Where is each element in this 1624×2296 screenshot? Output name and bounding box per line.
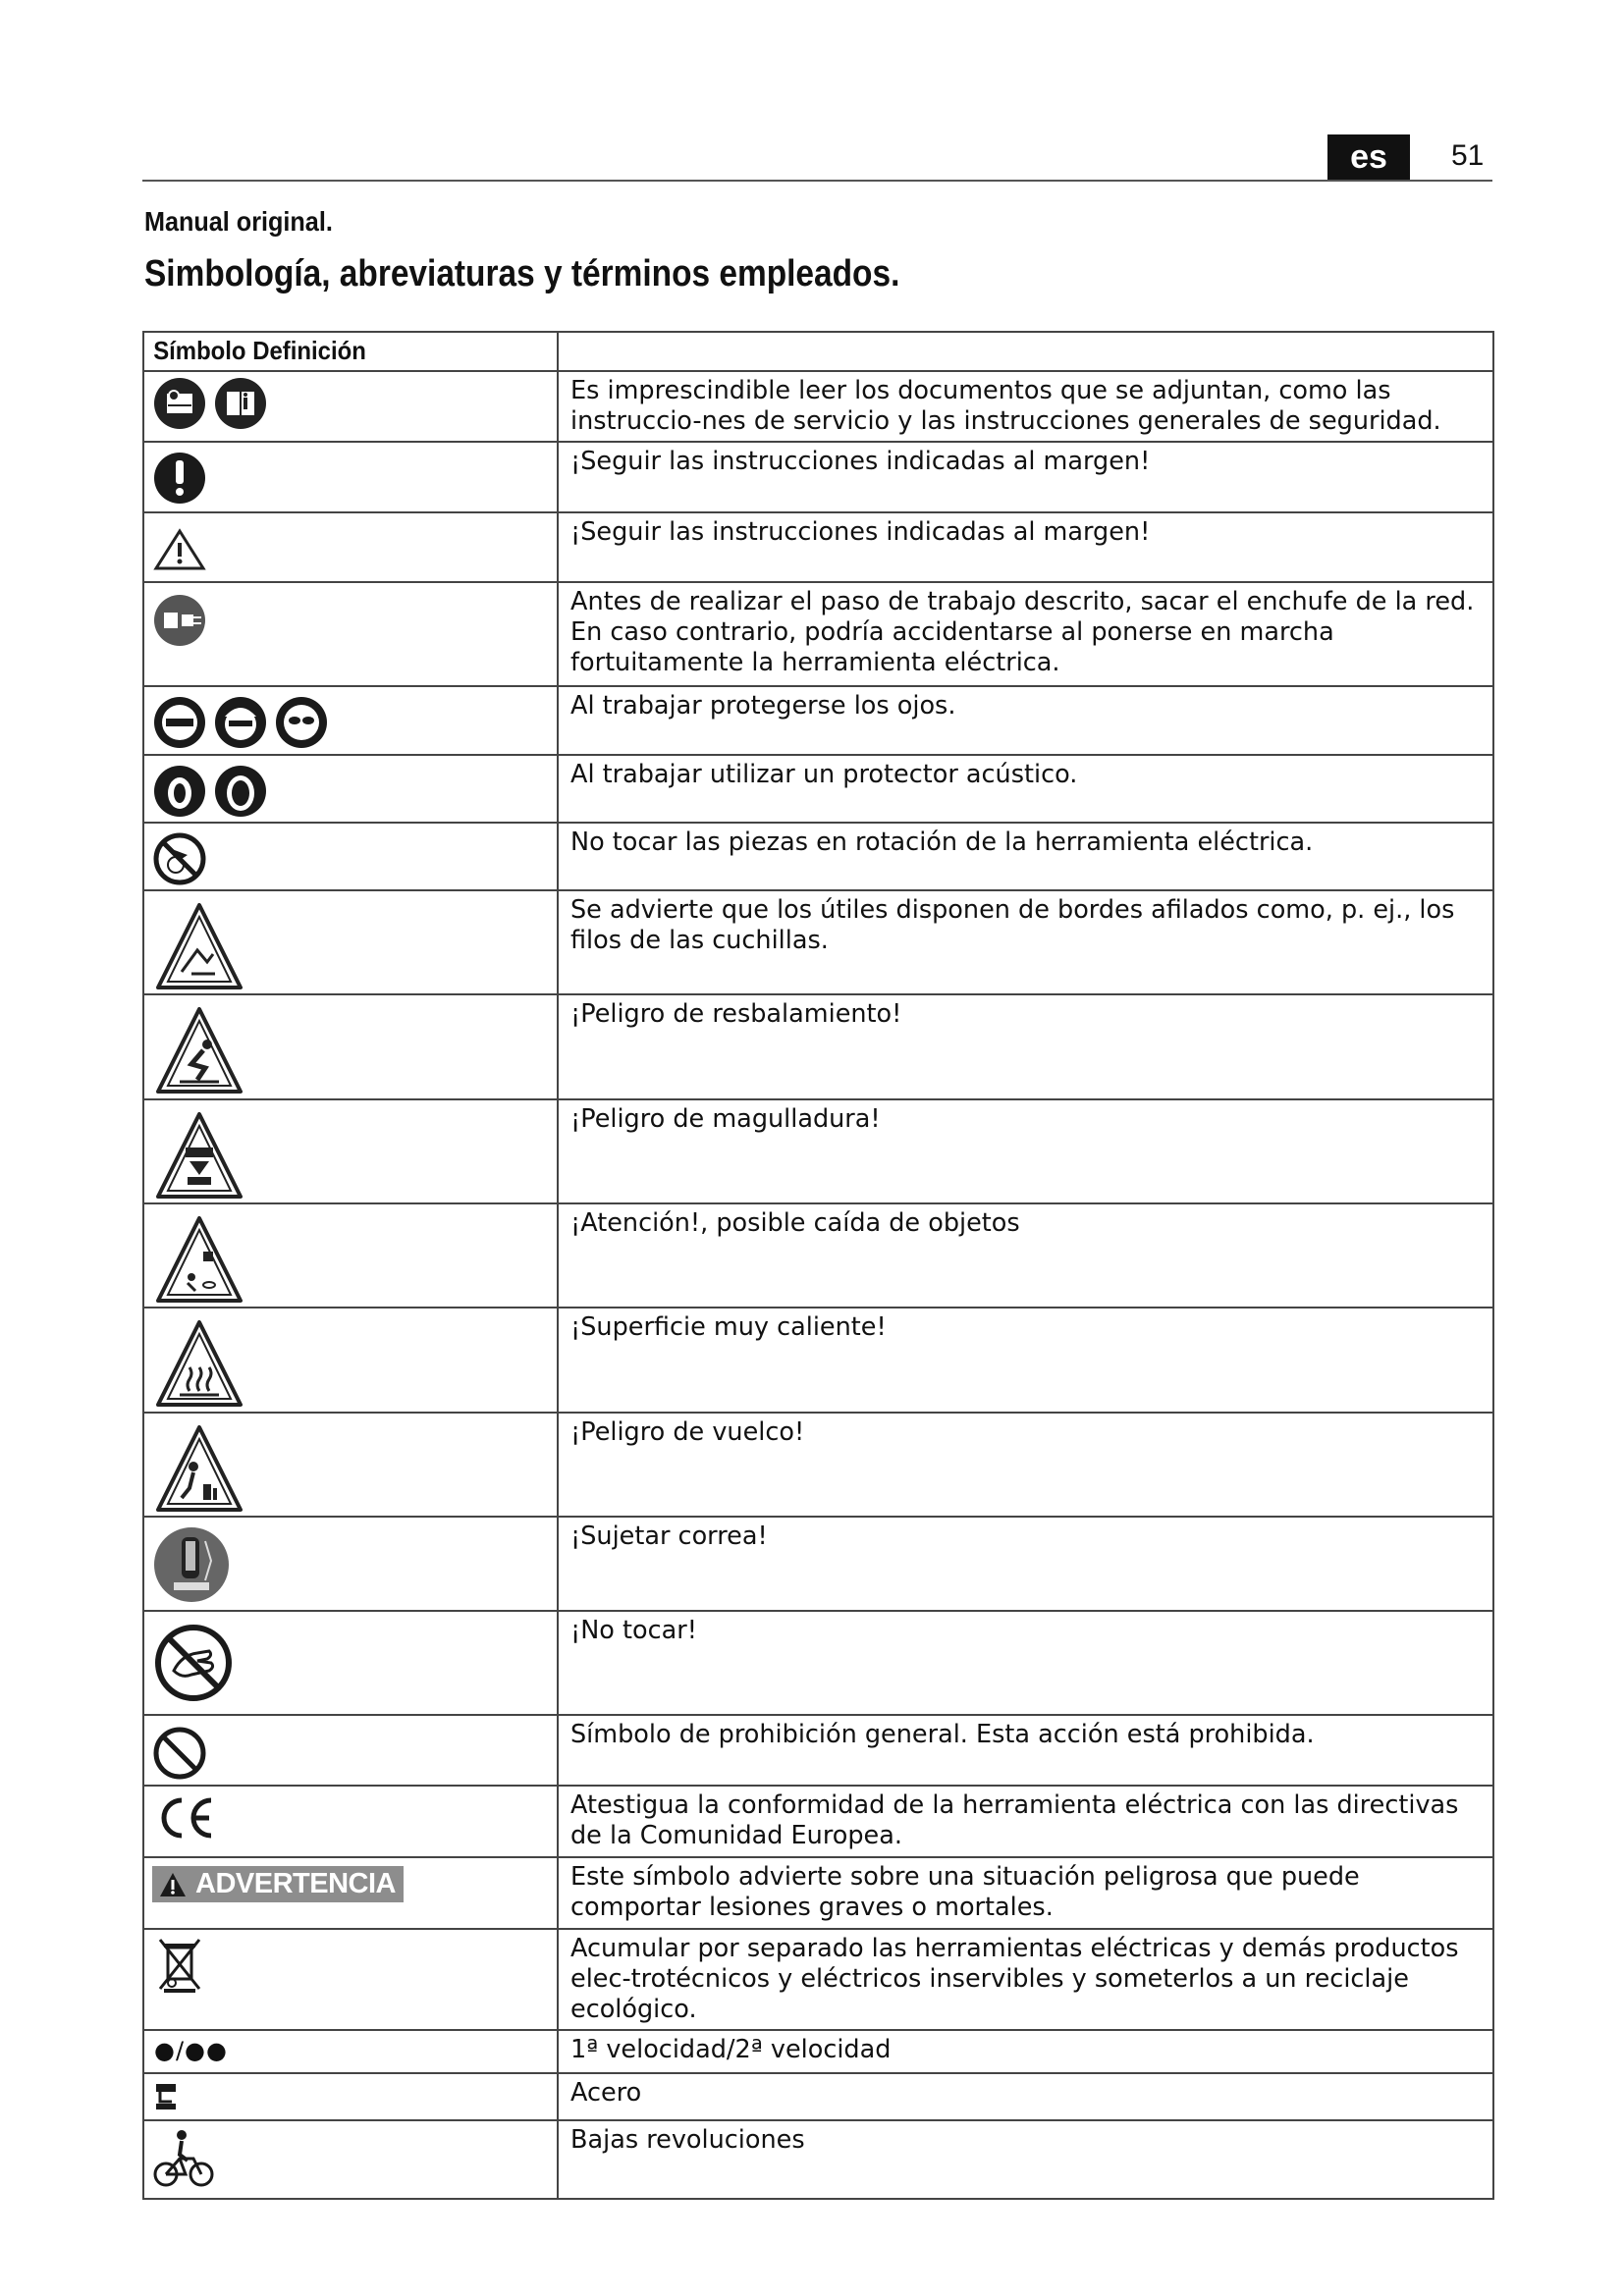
row-text: ¡Sujetar correa! xyxy=(558,1517,1493,1611)
advertencia-label: ADVERTENCIA xyxy=(195,1868,396,1899)
ear-muffs-icon xyxy=(213,760,268,819)
ear-protection-icon xyxy=(152,760,207,819)
goggles-icon xyxy=(274,691,329,750)
no-touch-hand-icon xyxy=(152,1616,235,1704)
sharp-edges-icon xyxy=(152,895,246,993)
table-row xyxy=(143,512,1493,582)
row-text: ¡Seguir las instrucciones indicadas al margen! xyxy=(558,442,1493,512)
info-book-icon xyxy=(213,376,268,431)
table-row xyxy=(143,823,1493,890)
unplug-icon xyxy=(152,587,207,646)
table-row xyxy=(143,1715,1493,1786)
bicycle-icon xyxy=(152,2125,215,2190)
table-row xyxy=(143,582,1493,686)
row-text: ¡No tocar! xyxy=(558,1611,1493,1715)
table-row xyxy=(143,1786,1493,1857)
table-row xyxy=(143,2030,1493,2073)
crush-hazard-icon xyxy=(152,1104,246,1202)
table-row xyxy=(143,1099,1493,1203)
table-row xyxy=(143,1611,1493,1715)
table-row xyxy=(143,994,1493,1099)
row-text: 1ª velocidad/2ª velocidad xyxy=(558,2030,1493,2073)
language-badge: es xyxy=(1327,134,1410,180)
row-text: Se advierte que los útiles disponen de bordes afilados como, p. ej., los filos de las cuchillas. xyxy=(558,890,1493,994)
row-text: Acumular por separado las herramientas eléctricas y demás productos elec-trotécnicos y eléctricos inservibles y someterlos a un reciclaje ecológico. xyxy=(558,1929,1493,2030)
row-text: Bajas revoluciones xyxy=(558,2120,1493,2199)
table-row xyxy=(143,755,1493,823)
prohibition-icon xyxy=(152,1720,207,1781)
table-row xyxy=(143,442,1493,512)
helmet-icon xyxy=(213,691,268,750)
no-touch-rotating-icon xyxy=(152,828,207,886)
table-row xyxy=(143,1929,1493,2030)
table-header-row xyxy=(143,332,1493,371)
exclamation-icon xyxy=(152,447,207,506)
row-text: ¡Superficie muy caliente! xyxy=(558,1308,1493,1413)
row-text: ¡Peligro de magulladura! xyxy=(558,1099,1493,1203)
header-symbol-definition: Símbolo Definición xyxy=(153,336,366,365)
table-row xyxy=(143,371,1493,442)
strap-icon xyxy=(152,1522,231,1606)
row-text: Atestigua la conformidad de la herramienta eléctrica con las directivas de la Comunidad Europea. xyxy=(558,1786,1493,1857)
table-row xyxy=(143,2120,1493,2199)
row-text: ¡Seguir las instrucciones indicadas al margen! xyxy=(558,512,1493,582)
row-text: No tocar las piezas en rotación de la herramienta eléctrica. xyxy=(558,823,1493,890)
weee-bin-icon xyxy=(152,1934,207,1995)
steel-icon xyxy=(152,2080,182,2113)
row-text: Al trabajar utilizar un protector acústico. xyxy=(558,755,1493,823)
subtitle: Manual original. xyxy=(144,206,333,237)
row-text: Es imprescindible leer los documentos que se adjuntan, como las instruccio-nes de servicio y las instrucciones generales de seguridad. xyxy=(558,371,1493,442)
row-text: ¡Peligro de vuelco! xyxy=(558,1413,1493,1517)
advertencia-badge xyxy=(152,1866,404,1902)
row-text: ¡Peligro de resbalamiento! xyxy=(558,994,1493,1099)
read-manual-icon xyxy=(152,376,207,431)
table-row xyxy=(143,2073,1493,2120)
speed-dots: ●/●● xyxy=(154,2037,228,2064)
row-text: Al trabajar protegerse los ojos. xyxy=(558,686,1493,755)
page-number: 51 xyxy=(1451,139,1485,172)
row-text: ¡Atención!, posible caída de objetos xyxy=(558,1203,1493,1308)
table-row xyxy=(143,1857,1493,1929)
table-row xyxy=(143,686,1493,755)
page-title: Simbología, abreviaturas y términos empleados. xyxy=(144,253,900,294)
hot-surface-icon xyxy=(152,1312,246,1411)
slip-hazard-icon xyxy=(152,999,246,1097)
row-text: Este símbolo advierte sobre una situación peligrosa que puede comportar lesiones graves o mortales. xyxy=(558,1857,1493,1929)
row-text: Antes de realizar el paso de trabajo descrito, sacar el enchufe de la red. En caso contrario, podría accidentarse al ponerse en marcha fortuitamente la herramienta eléctrica. xyxy=(558,582,1493,686)
table-row xyxy=(143,1308,1493,1413)
warning-triangle-icon xyxy=(152,517,207,572)
tipping-hazard-icon xyxy=(152,1417,246,1516)
row-text: Acero xyxy=(558,2073,1493,2120)
header-rule xyxy=(142,180,1492,182)
table-row xyxy=(143,890,1493,994)
falling-objects-icon xyxy=(152,1208,246,1307)
table-row xyxy=(143,1203,1493,1308)
table-row xyxy=(143,1413,1493,1517)
row-text: Símbolo de prohibición general. Esta acción está prohibida. xyxy=(558,1715,1493,1786)
table-row xyxy=(143,1517,1493,1611)
face-shield-icon xyxy=(152,691,207,750)
alert-triangle-icon xyxy=(158,1871,188,1898)
ce-mark-icon xyxy=(152,1790,217,1845)
symbols-table xyxy=(142,331,1494,2200)
